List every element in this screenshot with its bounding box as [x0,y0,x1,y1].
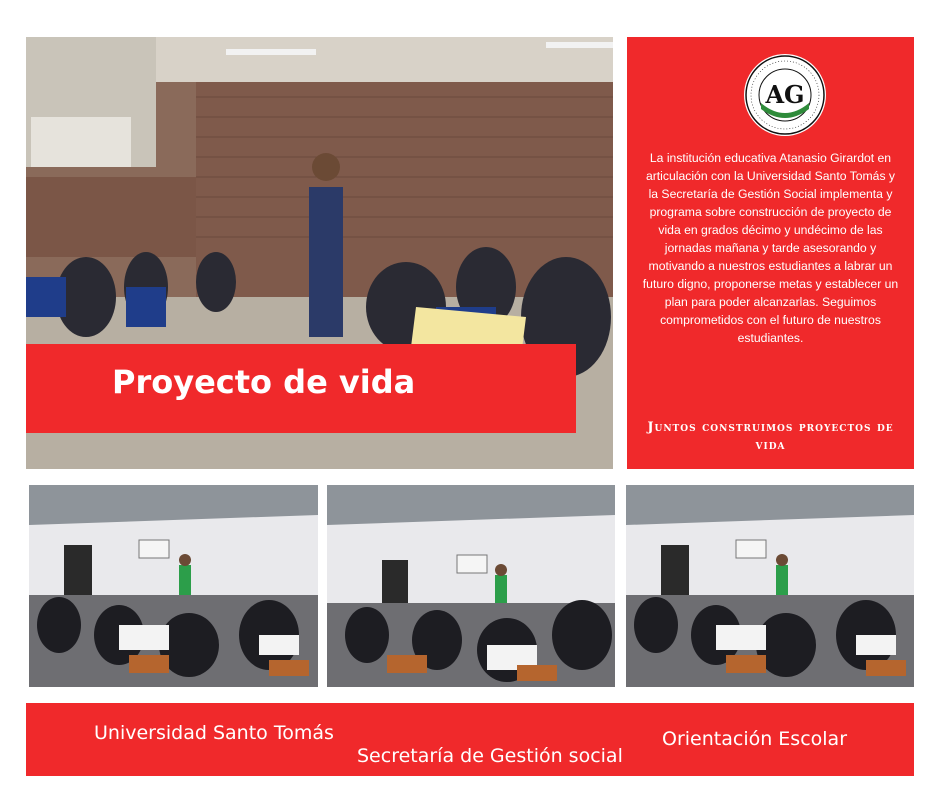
slogan: Juntos construimos proyectos de vida [647,420,894,453]
svg-text:AG: AG [765,80,805,109]
classroom-photo-3 [626,485,914,687]
school-logo [743,53,827,137]
partners-bar [26,703,914,776]
partner-orientacion-escolar: Orientación Escolar [662,728,848,750]
program-description: La institución educativa Atanasio Girardot en articulación con la Universidad Santo Tomás y la Secretaría de Gestión Social implementa y programa sobre construcción de proyecto de vida en grados décimo y undécimo de las jornadas mañana y tarde asesorando y motivando a nuestros estudiantes a labrar un futuro digno, proponerse metas y establecer un plan para poder alcanzarlas. Seguimos comprometidos con el futuro de nuestros estudiantes. [642,151,899,345]
partner-secretaria-gestion-social: Secretaría de Gestión social [357,745,623,767]
classroom-photo-1 [29,485,318,687]
page-title: Proyecto de vida [112,363,416,401]
classroom-photo-2 [327,485,615,687]
partner-universidad-santo-tomas: Universidad Santo Tomás [94,722,334,744]
info-panel [627,37,914,469]
title-banner [26,344,576,433]
